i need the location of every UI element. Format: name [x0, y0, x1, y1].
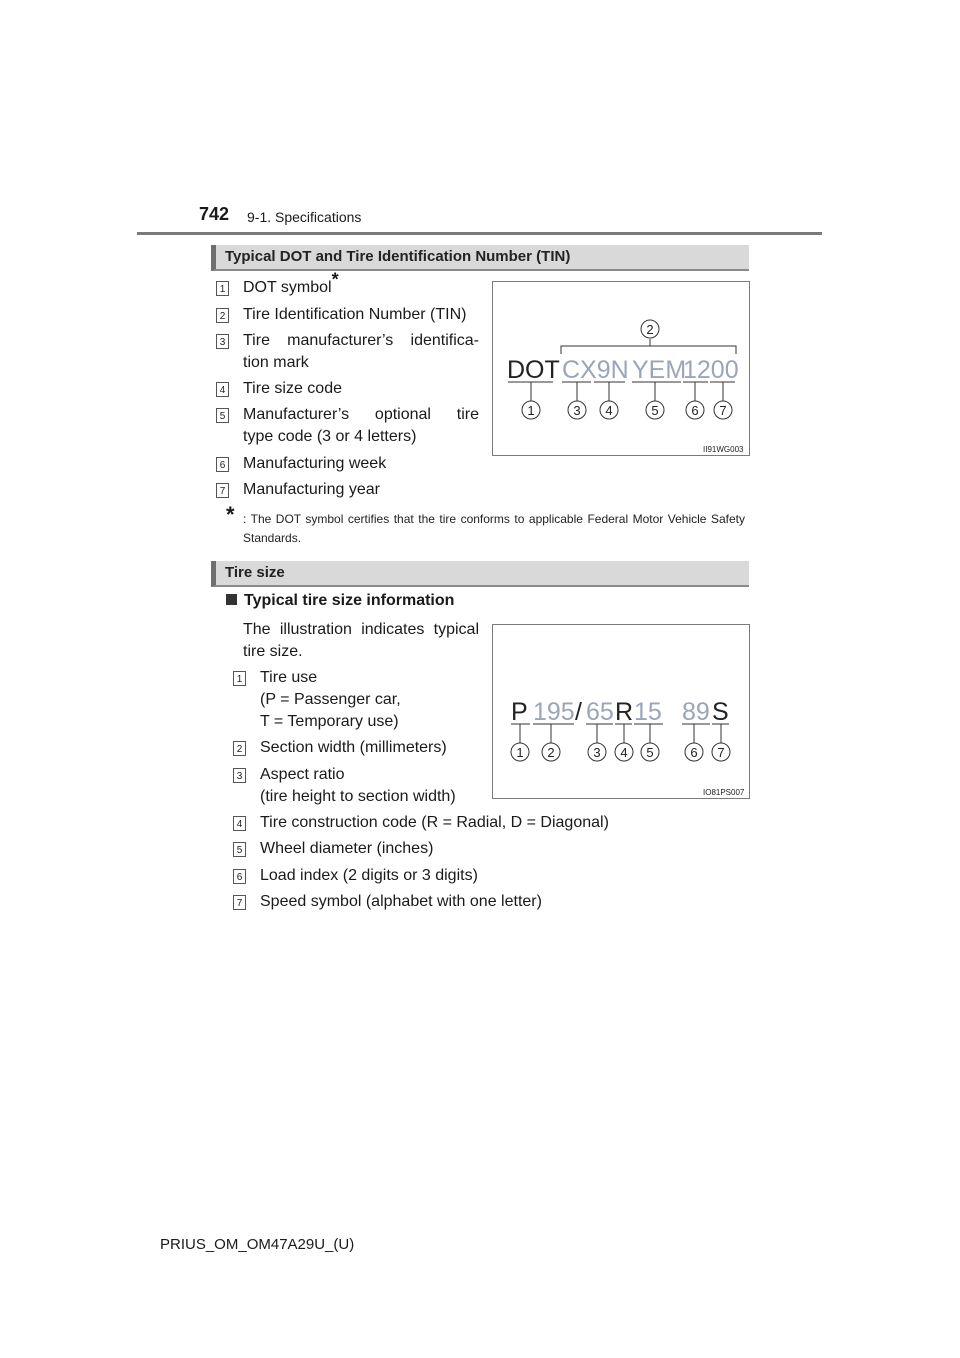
tire-size-section-title: Tire size	[225, 564, 285, 581]
callout-7-label: 7	[719, 403, 727, 418]
document-id: PRIUS_OM_OM47A29U_(U)	[160, 1236, 355, 1253]
item-number-badge: 1	[233, 671, 246, 686]
size-item-7	[236, 891, 542, 913]
dot-item-5	[219, 404, 479, 448]
callout-3-label: 3	[593, 745, 601, 760]
footnote-text: : The DOT symbol certifies that the tire conforms to applicable Federal Motor Vehicle Safety Standards.	[243, 512, 745, 545]
callout-5-label: 5	[651, 403, 659, 418]
item-number-badge: 2	[216, 308, 229, 323]
size-item-6-text: Load index (2 digits or 3 digits)	[260, 867, 478, 884]
item-number-badge: 6	[233, 869, 246, 884]
figure-code: II91WG003	[703, 445, 744, 454]
dot-item-4	[219, 378, 342, 400]
section-title: 9-1. Specifications	[247, 209, 362, 225]
dot-item-5-line2: type code (3 or 4 letters)	[243, 428, 417, 445]
size-item-4	[236, 812, 609, 834]
item-number-badge: 6	[216, 457, 229, 472]
construction-code-text: R	[615, 698, 634, 726]
callout-6-label: 6	[690, 745, 698, 760]
size-item-1-line1: Tire use	[260, 669, 318, 686]
callout-7-label: 7	[717, 745, 725, 760]
dot-item-3-line1: Tire manufacturer’s identifica-	[243, 332, 479, 349]
callout-1-label: 1	[516, 745, 524, 760]
tin-text-a: CX9N	[562, 356, 629, 384]
item-number-badge: 1	[216, 281, 229, 296]
tire-use-text: P	[511, 698, 528, 726]
dot-item-3-line2: tion mark	[243, 354, 309, 371]
callout-1-label: 1	[527, 403, 535, 418]
intro-line2: tire size.	[243, 643, 303, 660]
tin-text-b: YEM	[632, 356, 687, 384]
dot-item-2-text: Tire Identification Number (TIN)	[243, 306, 467, 323]
aspect-ratio-text: 65	[586, 698, 614, 726]
dot-section-header	[211, 245, 749, 271]
size-item-4-text: Tire construction code (R = Radial, D = Diagonal)	[260, 814, 609, 831]
size-item-3-line2: (tire height to section width)	[260, 788, 456, 805]
callout-3-label: 3	[573, 403, 581, 418]
callout-2-label: 2	[646, 322, 654, 337]
tin-bracket	[561, 346, 736, 354]
item-number-badge: 7	[233, 895, 246, 910]
page-number: 742	[199, 204, 230, 224]
size-item-1	[236, 667, 401, 733]
tire-size-section-header	[211, 561, 749, 587]
callout-2-label: 2	[547, 745, 555, 760]
dot-item-1-text: DOT symbol	[243, 279, 332, 296]
tire-size-illustration	[492, 624, 750, 799]
size-item-5-text: Wheel diameter (inches)	[260, 840, 434, 857]
slash-text: /	[575, 698, 582, 726]
dot-tin-illustration	[492, 281, 750, 456]
size-item-1-line2: (P = Passenger car,	[260, 691, 401, 708]
tire-size-intro	[243, 619, 479, 663]
item-number-badge: 7	[216, 483, 229, 498]
item-number-badge: 3	[233, 768, 246, 783]
dot-item-3	[219, 330, 479, 374]
item-number-badge: 2	[233, 741, 246, 756]
header-rule	[137, 232, 822, 235]
callout-4-label: 4	[620, 745, 628, 760]
dot-item-5-line1: Manufacturer’s optional tire	[243, 406, 479, 423]
dot-text: DOT	[507, 356, 560, 384]
dot-section-title: Typical DOT and Tire Identification Number (TIN)	[225, 248, 571, 265]
size-item-5	[236, 838, 434, 860]
item-number-badge: 5	[216, 408, 229, 423]
tire-size-diagram	[493, 625, 749, 798]
size-item-2-text: Section width (millimeters)	[260, 739, 447, 756]
dot-item-4-text: Tire size code	[243, 380, 342, 397]
item-number-badge: 4	[233, 816, 246, 831]
dot-item-6-text: Manufacturing week	[243, 455, 387, 472]
load-index-text: 89	[682, 698, 710, 726]
dot-item-7-text: Manufacturing year	[243, 481, 380, 498]
size-item-3	[236, 764, 456, 808]
size-item-3-line1: Aspect ratio	[260, 766, 345, 783]
tire-size-subheading	[226, 592, 454, 610]
size-item-2	[236, 737, 447, 759]
item-number-badge: 5	[233, 842, 246, 857]
callout-4-label: 4	[605, 403, 613, 418]
dot-item-6	[219, 453, 387, 475]
dot-item-2	[219, 304, 467, 326]
wheel-diameter-text: 15	[634, 698, 662, 726]
square-bullet-icon	[226, 594, 237, 605]
size-item-1-line3: T = Temporary use)	[260, 713, 399, 730]
footnote-marker: *	[226, 502, 235, 527]
figure-code: IO81PS007	[703, 788, 745, 797]
intro-line1: The illustration indicates typical	[243, 621, 479, 638]
size-item-6	[236, 865, 478, 887]
dot-item-1	[219, 269, 339, 299]
section-width-text: 195	[533, 698, 575, 726]
tin-text-c: 1200	[683, 356, 739, 384]
footnote-star: *	[331, 269, 339, 290]
subheading-text: Typical tire size information	[244, 592, 455, 609]
callout-5-label: 5	[646, 745, 654, 760]
speed-symbol-text: S	[712, 698, 729, 726]
item-number-badge: 4	[216, 382, 229, 397]
callout-6-label: 6	[691, 403, 699, 418]
size-item-7-text: Speed symbol (alphabet with one letter)	[260, 893, 542, 910]
item-number-badge: 3	[216, 334, 229, 349]
dot-item-7	[219, 479, 380, 501]
dot-tin-diagram	[493, 282, 749, 455]
